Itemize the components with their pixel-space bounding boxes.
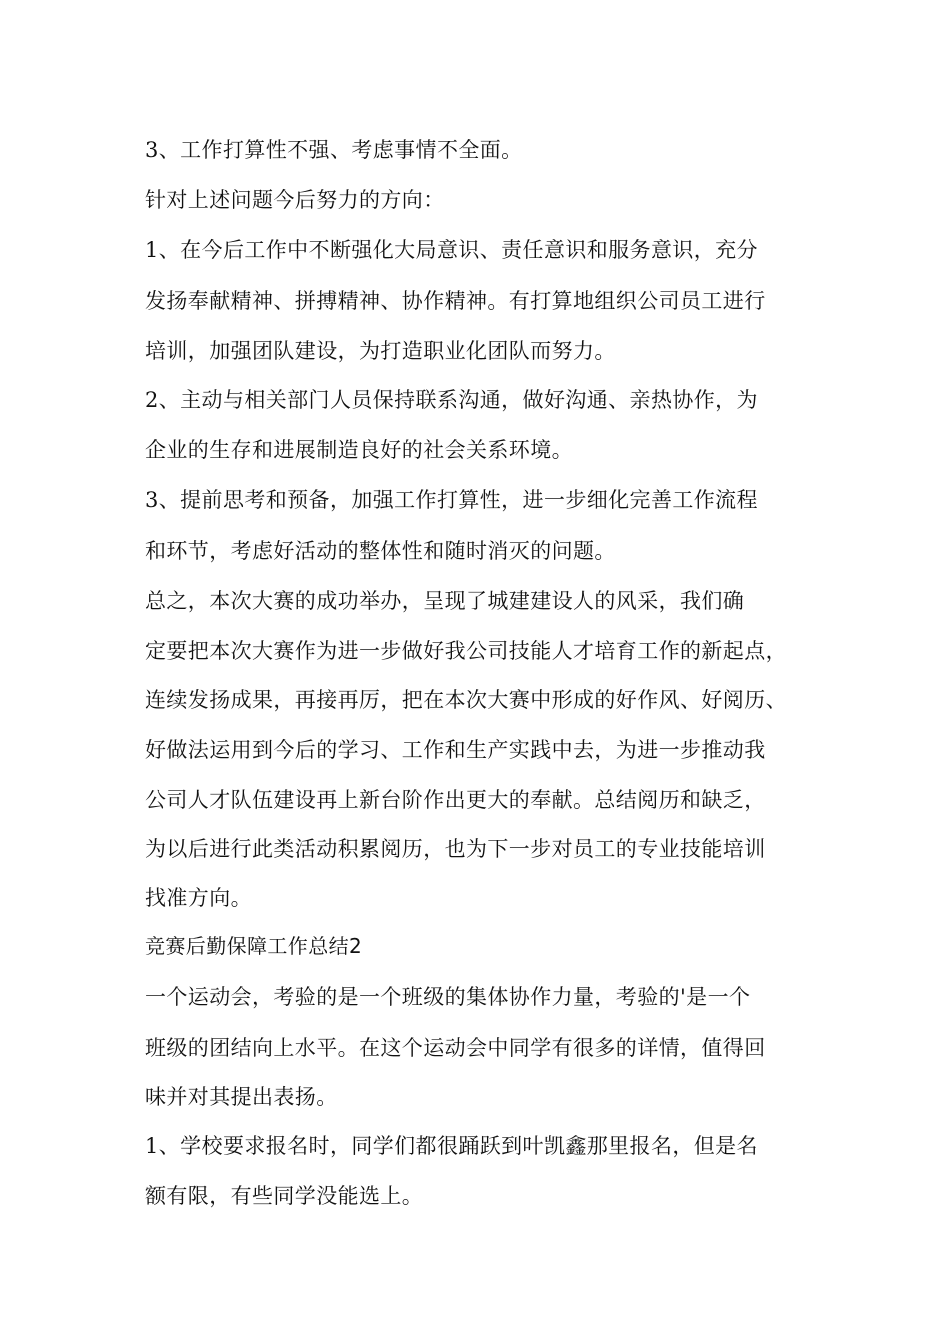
text-line: 好做法运用到今后的学习、工作和生产实践中去，为进一步推动我 <box>145 738 766 762</box>
text-line: 发扬奉献精神、拼搏精神、协作精神。有打算地组织公司员工进行 <box>145 289 766 313</box>
text-line: 企业的生存和进展制造良好的社会关系环境。 <box>145 438 573 462</box>
text-line: 培训，加强团队建设，为打造职业化团队而努力。 <box>145 339 616 363</box>
text-line: 定要把本次大赛作为进一步做好我公司技能人才培育工作的新起点， <box>145 639 787 663</box>
text-line: 针对上述问题今后努力的方向： <box>145 188 445 212</box>
text-line: 味并对其提出表扬。 <box>145 1085 338 1109</box>
text-line: 找准方向。 <box>145 886 252 910</box>
text-line: 额有限，有些同学没能选上。 <box>145 1184 424 1208</box>
text-line: 公司人才队伍建设再上新台阶作出更大的奉献。总结阅历和缺乏， <box>145 788 766 812</box>
text-line: 总之，本次大赛的成功举办，呈现了城建建设人的风采，我们确 <box>145 589 745 613</box>
text-line: 1、学校要求报名时，同学们都很踊跃到叶凯鑫那里报名，但是名 <box>145 1134 758 1158</box>
text-line: 班级的团结向上水平。在这个运动会中同学有很多的详情，值得回 <box>145 1036 766 1060</box>
text-line: 连续发扬成果，再接再厉，把在本次大赛中形成的好作风、好阅历、 <box>145 688 787 712</box>
text-line: 一个运动会，考验的是一个班级的集体协作力量，考验的'是一个 <box>145 985 751 1009</box>
section-heading: 竞赛后勤保障工作总结2 <box>145 934 363 958</box>
text-line: 1、在今后工作中不断强化大局意识、责任意识和服务意识，充分 <box>145 238 758 262</box>
text-line: 为以后进行此类活动积累阅历，也为下一步对员工的专业技能培训 <box>145 837 766 861</box>
text-line: 2、主动与相关部门人员保持联系沟通，做好沟通、亲热协作，为 <box>145 388 758 412</box>
text-line: 和环节，考虑好活动的整体性和随时消灭的问题。 <box>145 539 616 563</box>
text-line: 3、提前思考和预备，加强工作打算性，进一步细化完善工作流程 <box>145 488 758 512</box>
text-line: 3、工作打算性不强、考虑事情不全面。 <box>145 138 523 162</box>
